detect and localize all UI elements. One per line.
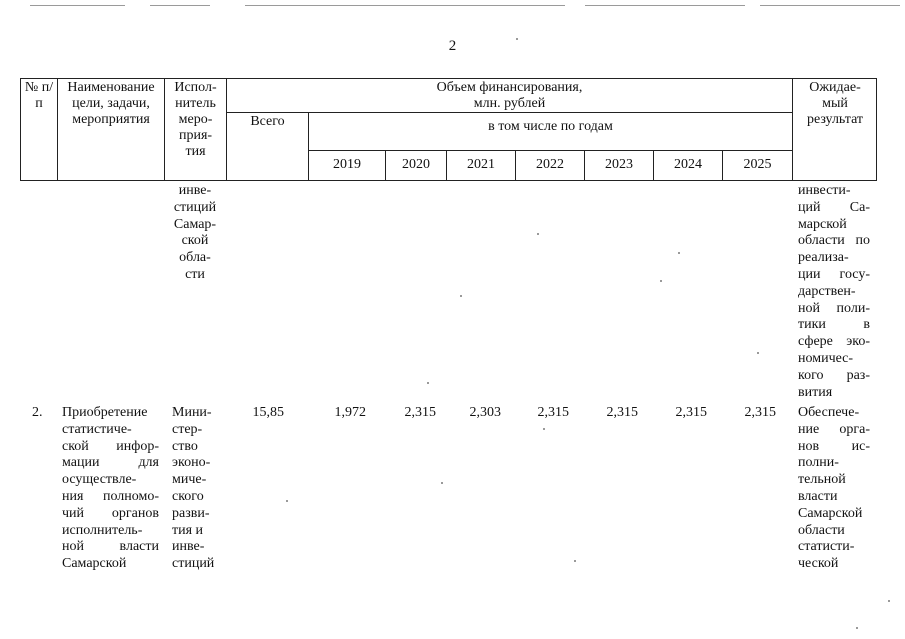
year-header: 2022 xyxy=(516,150,585,180)
scan-artifact-line xyxy=(760,5,900,6)
header-result-col: Ожидае- мый результат xyxy=(806,80,864,127)
year-header: 2019 xyxy=(309,150,386,180)
row-number: 2. xyxy=(32,405,43,420)
year-value-2021: 2,303 xyxy=(469,405,501,420)
scan-speck xyxy=(574,560,576,562)
continuation-result-cell: инвести- ций Са- марской области по реализа- ции госу- дарствен- ной поли- тики в сфере эко- номичес- кого раз- вития xyxy=(798,183,870,400)
scan-speck xyxy=(888,600,890,602)
scan-speck xyxy=(660,280,662,282)
header-executor-col: Испол- нитель меро- прия- тия xyxy=(174,80,217,159)
row-divider xyxy=(226,112,792,113)
scan-speck xyxy=(678,252,680,254)
year-value-2022: 2,315 xyxy=(537,405,569,420)
header-funding-group: Объем финансирования, млн. рублей xyxy=(436,80,583,111)
scan-speck xyxy=(460,295,462,297)
year-header: 2024 xyxy=(654,150,723,180)
scan-speck xyxy=(856,627,858,629)
scan-speck xyxy=(441,482,443,484)
year-header: 2023 xyxy=(585,150,654,180)
year-value-2024: 2,315 xyxy=(675,405,707,420)
header-number-col: № п/п xyxy=(24,80,54,111)
row-executor-cell: Мини- стер- ство эконо- миче- ского разви- тия и инве- стиций xyxy=(172,405,215,572)
year-header: 2020 xyxy=(386,150,447,180)
header-years-group: в том числе по годам xyxy=(488,119,613,134)
row-name-cell: Приобретение статистиче- ской инфор- мации для осуществле- ния полномо- чий органов исполнитель- ной власти Самарской xyxy=(62,405,159,572)
scan-speck xyxy=(537,233,539,235)
year-value-2020: 2,315 xyxy=(404,405,436,420)
page-number: 2 xyxy=(448,38,457,54)
year-value-2019: 1,972 xyxy=(334,405,366,420)
scan-speck xyxy=(286,500,288,502)
row-result-cell: Обеспече- ние орга- нов ис- полни- тельной власти Самарской области статисти- ческой xyxy=(798,405,870,572)
continuation-executor-cell: инве- стиций Самар- ской обла- сти xyxy=(173,183,217,282)
scan-speck xyxy=(543,428,545,430)
scan-artifact-line xyxy=(245,5,565,6)
scan-artifact-line xyxy=(150,5,210,6)
scan-artifact-line xyxy=(585,5,745,6)
year-header: 2021 xyxy=(447,150,516,180)
year-header: 2025 xyxy=(743,157,772,172)
scan-speck xyxy=(427,382,429,384)
year-value-2025: 2,315 xyxy=(744,405,776,420)
year-value-2023: 2,315 xyxy=(606,405,638,420)
header-name-col: Наименование цели, задачи, мероприятия xyxy=(67,80,155,127)
total-value: 15,85 xyxy=(252,405,284,420)
header-total-col: Всего xyxy=(250,114,285,129)
scan-speck xyxy=(516,38,518,40)
scan-speck xyxy=(757,352,759,354)
scan-artifact-line xyxy=(30,5,125,6)
